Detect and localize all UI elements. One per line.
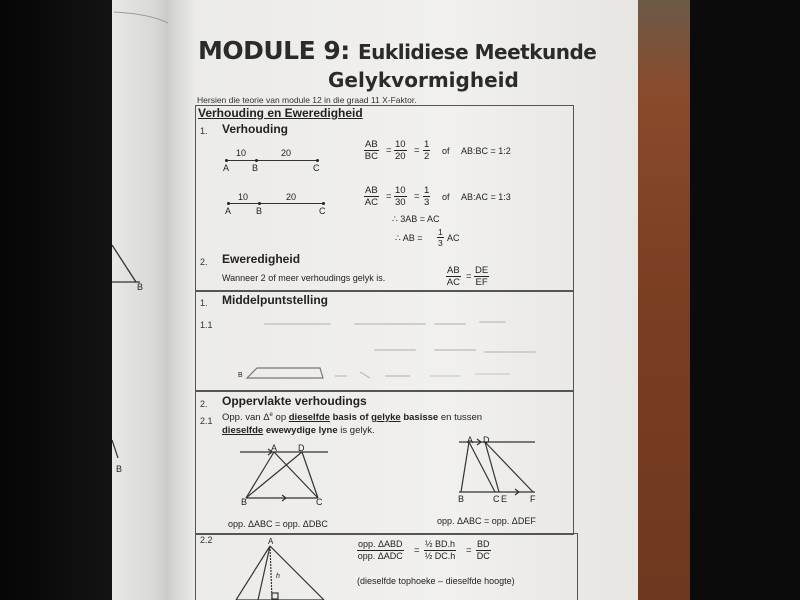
area-right-label-a: A xyxy=(467,435,474,445)
module-topic: Gelykvormigheid xyxy=(328,68,519,92)
area-right-label-d: D xyxy=(483,435,490,445)
s22-equals-1: = xyxy=(414,545,420,556)
wooden-desk xyxy=(632,0,692,600)
triangle-same-height-figure xyxy=(232,540,332,600)
eq2-frac-10-30: $\frac{10}{30}$ xyxy=(395,185,406,208)
segment-abc-1 xyxy=(226,160,318,161)
triangle-height-label: h xyxy=(276,573,280,580)
s22-frac-half-base-height: $\frac{\text{½ BD.h}}{\text{½ DC.h}}$ xyxy=(424,539,456,561)
step-ab-post: AC xyxy=(447,233,460,243)
faded-middelpunt-content xyxy=(235,310,565,385)
segment-1-label-c: C xyxy=(313,163,320,173)
area-left-label-a: A xyxy=(271,443,278,453)
oppervlakte-sub-number: 2.1 xyxy=(200,416,213,426)
step-3ab-ac: ∴ 3AB = AC xyxy=(392,214,440,224)
area-left-label-b: B xyxy=(241,497,248,507)
s22-frac-areas: opp. ΔABD opp. ΔADC xyxy=(357,539,403,561)
middelpunt-sub-number: 1.1 xyxy=(200,320,213,330)
area-left-label-d: D xyxy=(298,443,305,453)
point-b-2 xyxy=(258,202,261,205)
section-22-number: 2.2 xyxy=(200,535,213,545)
segment-2-label-b: B xyxy=(256,206,263,216)
area-right-label-b: B xyxy=(458,494,465,504)
area-caption-right: opp. ΔABC = opp. ΔDEF xyxy=(437,516,536,526)
revision-note: Hersien die teorie van module 12 in die graad 11 X-Faktor. xyxy=(197,95,417,105)
eweredigheid-number: 2. xyxy=(200,257,208,267)
verhouding-number: 1. xyxy=(200,126,208,136)
eq2-of: of xyxy=(442,192,450,202)
oppervlakte-theorem-line2: dieselfde ewewydige lyne is gelyk. xyxy=(222,425,375,436)
prop-frac-ab-ac: $\frac{AB}{AC}$ xyxy=(446,265,460,288)
module-title xyxy=(198,36,596,65)
verhouding-heading: Verhouding xyxy=(222,122,288,136)
segment-1-left-length: 10 xyxy=(236,148,247,158)
eq1-equals-1: = xyxy=(386,145,392,156)
s22-note: (dieselfde tophoeke – dieselfde hoogte) xyxy=(357,576,515,586)
area-left-label-c: C xyxy=(316,497,323,507)
s22-frac-bd-dc: $\frac{BD}{DC}$ xyxy=(476,539,490,561)
s22-equals-2: = xyxy=(466,545,472,556)
area-caption-left: opp. ΔABC = opp. ΔDBC xyxy=(228,519,328,529)
left-page-figure xyxy=(112,0,172,600)
area-right-label-f: F xyxy=(530,494,536,504)
module-subject: Euklidiese Meetkunde xyxy=(358,40,597,64)
eq1-equals-2: = xyxy=(414,145,420,156)
segment-1-right-length: 20 xyxy=(281,148,292,158)
segment-1-label-a: A xyxy=(223,163,230,173)
segment-1-label-b: B xyxy=(252,163,259,173)
point-a-1 xyxy=(225,159,228,162)
oppervlakte-number: 2. xyxy=(200,399,208,409)
point-c-2 xyxy=(322,202,325,205)
middelpunt-heading: Middelpuntstelling xyxy=(222,293,328,307)
point-a-2 xyxy=(227,202,230,205)
segment-abc-2 xyxy=(228,203,324,204)
point-b-1 xyxy=(255,159,258,162)
eq2-frac-1-3: $\frac{1}{3}$ xyxy=(424,185,430,208)
left-page-label-b1: B xyxy=(137,282,144,292)
eq1-frac-1-2: $\frac{1}{2}$ xyxy=(424,139,430,162)
segment-2-label-a: A xyxy=(225,206,232,216)
point-c-1 xyxy=(316,159,319,162)
module-number: MODULE 9: xyxy=(198,36,350,65)
oppervlakte-theorem-line1: Opp. van $\Delta^e$ op dieselfde basis of gelyke basisse en tussen xyxy=(222,412,483,424)
dark-background-left xyxy=(0,0,112,600)
step-frac-1-3: $\frac{1}{3}$ xyxy=(438,227,443,248)
oppervlakte-heading: Oppervlakte verhoudings xyxy=(222,394,367,408)
prop-frac-de-ef: $\frac{DE}{EF}$ xyxy=(475,265,489,288)
area-right-label-e: E xyxy=(501,494,508,504)
step-ab-pre: ∴ AB = xyxy=(395,233,423,243)
middelpunt-number: 1. xyxy=(200,298,208,308)
eq2-equals-1: = xyxy=(386,191,392,202)
section-title: Verhouding en Eweredigheid xyxy=(198,106,363,120)
eq2-ratio: AB:AC = 1:3 xyxy=(461,192,511,202)
eq1-frac-10-20: $\frac{10}{20}$ xyxy=(395,139,406,162)
eq1-frac-ab-bc: $\frac{AB}{BC}$ xyxy=(364,139,378,162)
dark-background-right xyxy=(690,0,800,600)
eq1-ratio: AB:BC = 1:2 xyxy=(461,146,511,156)
segment-2-right-length: 20 xyxy=(286,192,297,202)
segment-2-label-c: C xyxy=(319,206,326,216)
eq1-of: of xyxy=(442,146,450,156)
left-page-label-b2: B xyxy=(116,464,123,474)
eq2-frac-ab-ac: $\frac{AB}{AC}$ xyxy=(364,185,378,208)
eweredigheid-definition: Wanneer 2 of meer verhoudings gelyk is. xyxy=(222,273,386,283)
eweredigheid-heading: Eweredigheid xyxy=(222,252,301,266)
area-right-label-c: C xyxy=(493,494,500,504)
triangle-apex-label: A xyxy=(268,537,274,546)
eq2-equals-2: = xyxy=(414,191,420,202)
middelpunt-label-b: B xyxy=(238,372,243,379)
segment-2-left-length: 10 xyxy=(238,192,249,202)
prop-equals: = xyxy=(466,271,472,282)
